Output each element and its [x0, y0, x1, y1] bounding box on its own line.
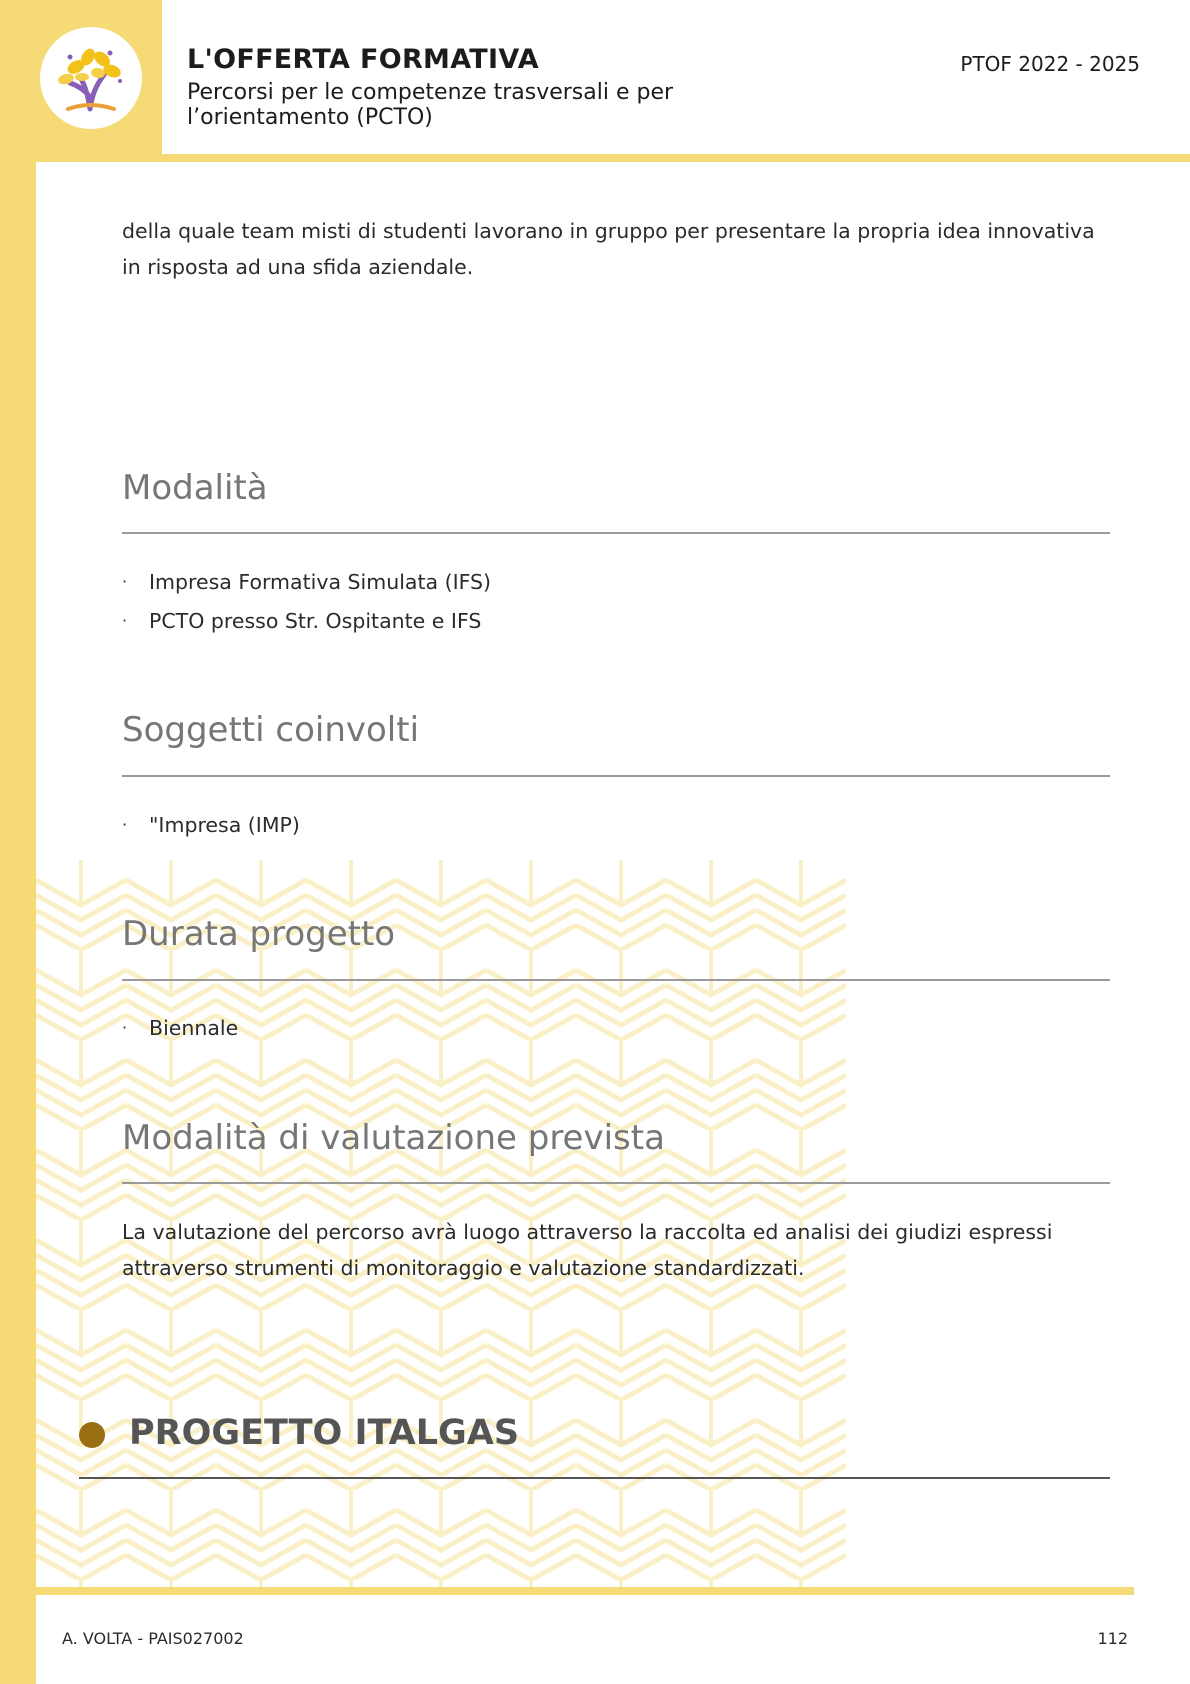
page-header-subtitle: Percorsi per le competenze trasversali e per l’orientamento (PCTO): [187, 80, 674, 130]
school-logo: [40, 27, 142, 129]
list-item-label: "Impresa (IMP): [149, 813, 300, 837]
bullet-dot-icon: ·: [122, 1018, 128, 1037]
section-title-modalita: Modalità: [122, 468, 268, 508]
logo-panel: [0, 0, 162, 162]
section-title-durata: Durata progetto: [122, 914, 396, 954]
bullet-dot-icon: ·: [122, 815, 128, 834]
list-item: [122, 813, 300, 837]
header-divider: [36, 154, 1190, 162]
tree-logo-icon: [40, 27, 142, 129]
project-marker-icon: [79, 1422, 105, 1448]
list-item: [122, 1016, 238, 1040]
section-title-valutazione: Modalità di valutazione prevista: [122, 1118, 665, 1158]
section-title-soggetti: Soggetti coinvolti: [122, 710, 420, 750]
bullet-dot-icon: ·: [122, 611, 128, 630]
page-header-title: L'OFFERTA FORMATIVA: [187, 44, 539, 75]
bullet-dot-icon: ·: [122, 572, 128, 591]
valutazione-paragraph: La valutazione del percorso avrà luogo attraverso la raccolta ed analisi dei giudizi espressi attraverso strumenti di monitoraggio e valutazione standardizzati.: [122, 1220, 1053, 1280]
project-title: PROGETTO ITALGAS: [129, 1413, 520, 1453]
section-divider: [122, 1182, 1110, 1184]
list-item: [122, 609, 481, 633]
section-divider: [122, 532, 1110, 534]
left-accent-stripe: [0, 0, 36, 1684]
project-divider: [79, 1477, 1110, 1479]
page-number: 112: [1097, 1629, 1128, 1648]
intro-paragraph: della quale team misti di studenti lavorano in gruppo per presentare la propria idea innovativa in risposta ad una sfida aziendale.: [122, 219, 1095, 279]
document-reference: PTOF 2022 - 2025: [960, 52, 1140, 76]
section-divider: [122, 979, 1110, 981]
section-divider: [122, 775, 1110, 777]
list-item-label: Impresa Formativa Simulata (IFS): [149, 570, 492, 594]
footer-divider: [36, 1587, 1134, 1595]
footer-school-code: A. VOLTA - PAIS027002: [62, 1629, 244, 1648]
list-item-label: Biennale: [149, 1016, 239, 1040]
list-item: [122, 570, 491, 594]
list-item-label: PCTO presso Str. Ospitante e IFS: [149, 609, 482, 633]
